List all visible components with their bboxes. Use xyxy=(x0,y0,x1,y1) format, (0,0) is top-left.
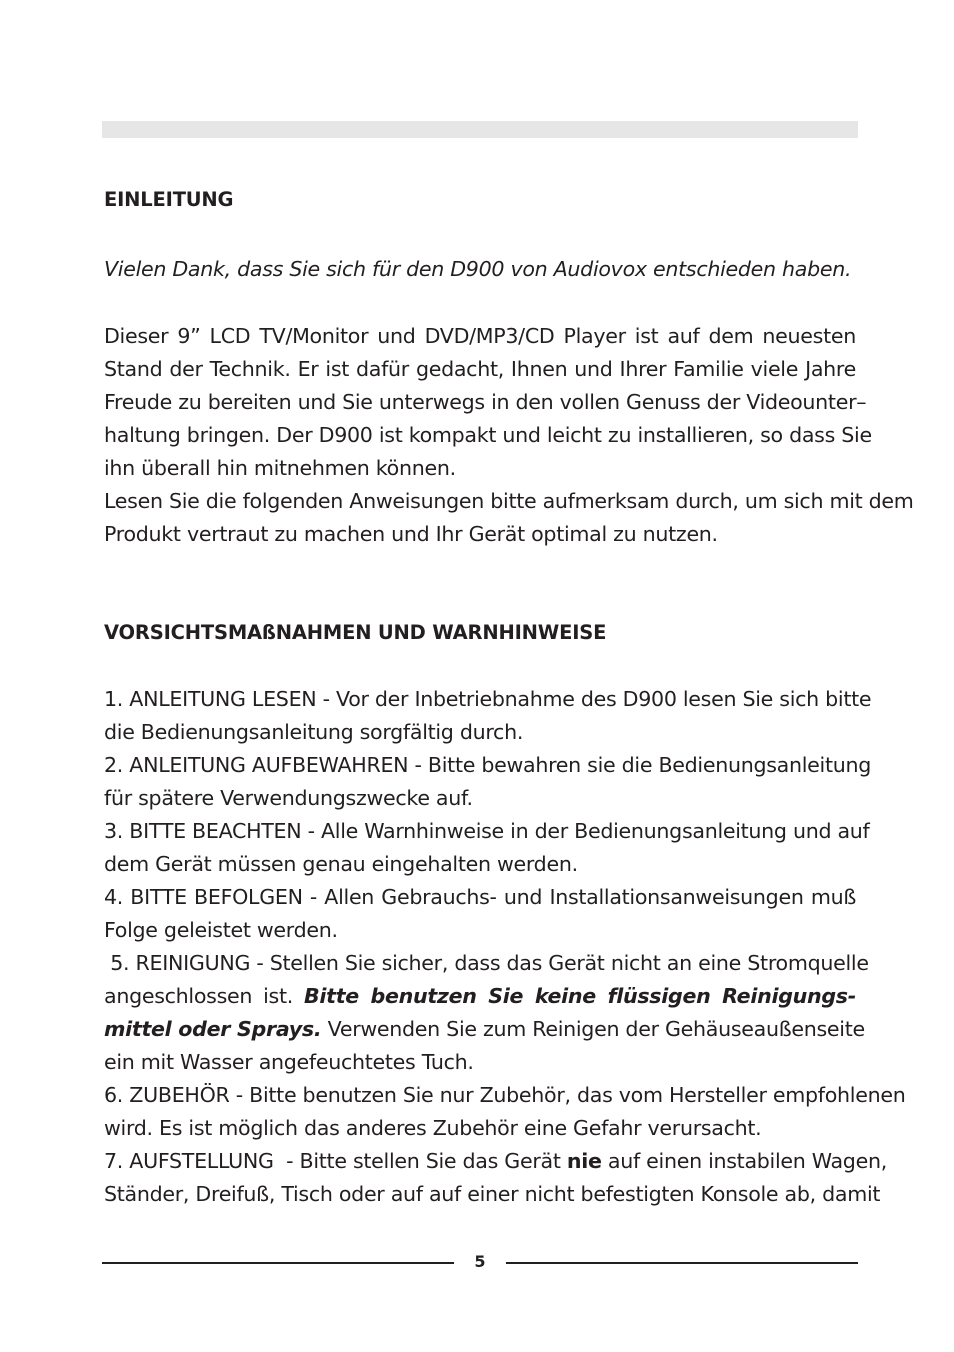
text-line: ihn überall hin mitnehmen können. xyxy=(104,456,456,480)
warnings-heading: VORSICHTSMAßNAHMEN UND WARNHINWEISE xyxy=(104,621,607,644)
text-line: 4. BITTE BEFOLGEN - Allen Gebrauchs- und Installationsanweisungen muß xyxy=(104,885,856,909)
intro-section xyxy=(104,183,856,216)
text-line xyxy=(104,1145,887,1178)
header-bar xyxy=(102,121,858,138)
text-line: dem Gerät müssen genau eingehalten werden. xyxy=(104,852,578,876)
text-line: wird. Es ist möglich das anderes Zubehör eine Gefahr verursacht. xyxy=(104,1116,762,1140)
plain-text: auf einen instabilen Wagen, xyxy=(601,1149,887,1173)
thanks-line: Vielen Dank, dass Sie sich für den D900 von Audiovox entschieden haben. xyxy=(104,257,852,281)
text-line: 3. BITTE BEACHTEN - Alle Warnhinweise in der Bedienungsanleitung und auf xyxy=(104,819,870,843)
text-line: Freude zu bereiten und Sie unterwegs in den vollen Genuss der Videounter– xyxy=(104,390,867,414)
text-line: für spätere Verwendungszwecke auf. xyxy=(104,786,473,810)
text-line: ein mit Wasser angefeuchtetes Tuch. xyxy=(104,1050,474,1074)
footer-rule-left xyxy=(102,1262,454,1264)
warnings-section xyxy=(104,616,856,649)
text-line: 2. ANLEITUNG AUFBEWAHREN - Bitte bewahren sie die Bedienungsanleitung xyxy=(104,753,872,777)
bold-italic-text: mittel oder Sprays. xyxy=(104,1017,322,1041)
plain-text: Verwenden Sie zum Reinigen der Gehäuseaußenseite xyxy=(321,1017,865,1041)
text-line: Lesen Sie die folgenden Anweisungen bitte aufmerksam durch, um sich mit dem xyxy=(104,489,914,513)
text-line: Folge geleistet werden. xyxy=(104,918,338,942)
intro-paragraph-2 xyxy=(104,485,914,551)
warning-item-2 xyxy=(104,749,872,815)
footer-rule-right xyxy=(506,1262,858,1264)
warning-item-3 xyxy=(104,815,870,881)
text-line: 6. ZUBEHÖR - Bitte benutzen Sie nur Zubehör, das vom Hersteller empfohlenen xyxy=(104,1083,906,1107)
text-line: Produkt vertraut zu machen und Ihr Gerät optimal zu nutzen. xyxy=(104,522,718,546)
bold-text: nie xyxy=(566,1149,602,1173)
text-line: Stand der Technik. Er ist dafür gedacht, Ihnen und Ihrer Familie viele Jahre xyxy=(104,357,856,381)
text-line: die Bedienungsanleitung sorgfältig durch. xyxy=(104,720,524,744)
text-line: Ständer, Dreifuß, Tisch oder auf auf einer nicht befestigten Konsole ab, damit xyxy=(104,1182,881,1206)
intro-heading: EINLEITUNG xyxy=(104,188,234,211)
intro-paragraph-1 xyxy=(104,320,872,485)
text-line: haltung bringen. Der D900 ist kompakt und leicht zu installieren, so dass Sie xyxy=(104,423,872,447)
page-number: 5 xyxy=(474,1252,486,1271)
warning-item-6 xyxy=(104,1079,906,1145)
bold-italic-text: Bitte benutzen Sie keine flüssigen Reinigungs- xyxy=(304,984,857,1008)
warning-item-1 xyxy=(104,683,872,749)
warning-item-7 xyxy=(104,1145,887,1211)
text-line xyxy=(104,1013,865,1046)
text-line: Dieser 9” LCD TV/Monitor und DVD/MP3/CD Player ist auf dem neuesten xyxy=(104,324,856,348)
warning-item-5 xyxy=(104,947,869,1079)
text-line xyxy=(104,980,856,1013)
plain-text: 7. AUFSTELLUNG - Bitte stellen Sie das Gerät xyxy=(104,1149,567,1173)
plain-text: angeschlossen ist. xyxy=(104,984,304,1008)
text-line: 1. ANLEITUNG LESEN - Vor der Inbetriebnahme des D900 lesen Sie sich bitte xyxy=(104,687,872,711)
text-line: 5. REINIGUNG - Stellen Sie sicher, dass das Gerät nicht an eine Stromquelle xyxy=(104,951,869,975)
warning-item-4 xyxy=(104,881,856,947)
